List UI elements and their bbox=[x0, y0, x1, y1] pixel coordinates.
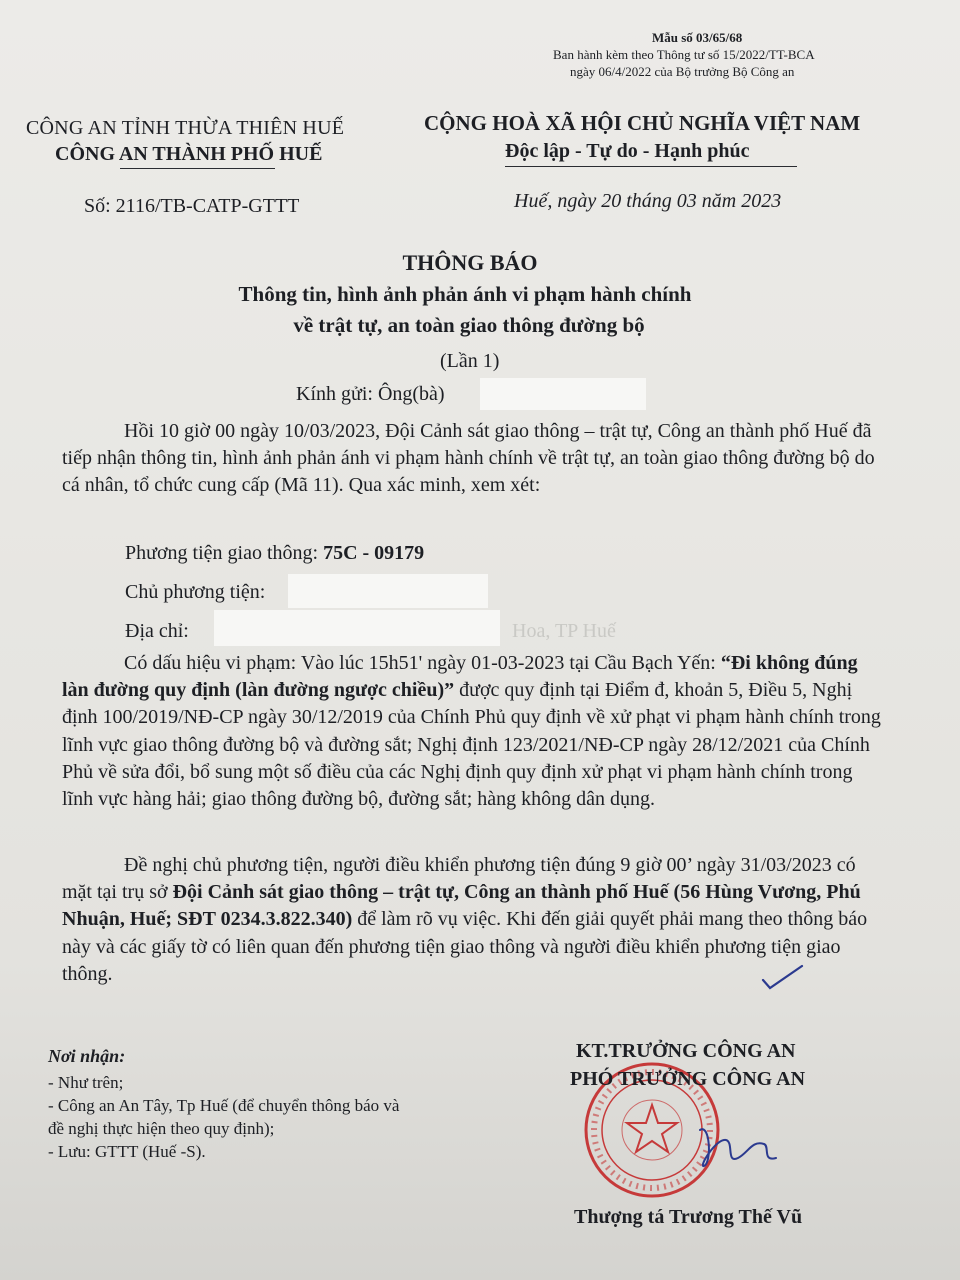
intro-paragraph: Hồi 10 giờ 00 ngày 10/03/2023, Đội Cảnh sát giao thông – trật tự, Công an thành phố Huế đã tiếp nhận thông tin, hình ảnh phản ánh vi phạm hành chính về trật tự, an toàn giao thông đường bộ do cá nhân, tổ chức cung cấp (Mã 11). Qua xác minh, xem xét: bbox=[62, 420, 875, 497]
handwritten-signature-icon bbox=[690, 1118, 780, 1178]
violation-act: “Đi không đúng làn đường quy định (làn đường ngược chiều)” bbox=[62, 652, 858, 702]
address-label: Địa chỉ: bbox=[125, 620, 189, 642]
form-issued-line-1: Ban hành kèm theo Thông tư số 15/2022/TT-BCA bbox=[553, 47, 815, 62]
owner-label: Chủ phương tiện: bbox=[125, 581, 266, 603]
motto-underline bbox=[505, 166, 797, 167]
document-subtitle-2: về trật tự, an toàn giao thông đường bộ bbox=[293, 313, 645, 337]
handwritten-check-icon bbox=[760, 962, 805, 992]
nation-name: CỘNG HOÀ XÃ HỘI CHỦ NGHĨA VIỆT NAM bbox=[424, 111, 861, 135]
agency-parent: CÔNG AN TỈNH THỪA THIÊN HUẾ bbox=[26, 117, 345, 139]
request-lead: Đề nghị chủ phương tiện, người điều khiển phương tiện đúng 9 giờ 00’ ngày 31/03/2023 có mặt tại trụ sở bbox=[62, 854, 856, 904]
redacted-recipient-name bbox=[480, 378, 646, 410]
address-suffix: Hoa, TP Huế bbox=[512, 620, 616, 642]
vehicle-field bbox=[125, 542, 424, 565]
greeting: Kính gửi: Ông(bà) bbox=[296, 383, 445, 405]
document-subtitle-1: Thông tin, hình ảnh phản ánh vi phạm hành chính bbox=[238, 282, 692, 306]
form-number: Mẫu số 03/65/68 bbox=[652, 30, 743, 45]
signature-title-1: KT.TRƯỞNG CÔNG AN bbox=[576, 1040, 796, 1062]
recipients-heading: Nơi nhận: bbox=[48, 1046, 126, 1066]
violation-lead: Có dấu hiệu vi phạm: Vào lúc 15h51' ngày 01-03-2023 tại Cầu Bạch Yến: bbox=[124, 652, 721, 674]
recipient-item: - Lưu: GTTT (Huế -S). bbox=[48, 1142, 206, 1161]
recipient-item: - Công an An Tây, Tp Huế (để chuyển thông báo và bbox=[48, 1096, 400, 1115]
redacted-owner bbox=[288, 574, 488, 608]
place-date: Huế, ngày 20 tháng 03 năm 2023 bbox=[514, 190, 782, 212]
agency-name: CÔNG AN THÀNH PHỐ HUẾ bbox=[55, 143, 323, 165]
recipient-item: đề nghị thực hiện theo quy định); bbox=[48, 1119, 275, 1138]
recipient-item: - Như trên; bbox=[48, 1073, 124, 1092]
request-office: Đội Cảnh sát giao thông – trật tự, Công an thành phố Huế (56 Hùng Vương, Phú Nhuận, Huế; SĐT 0234.3.822.340) bbox=[62, 881, 861, 931]
national-motto: Độc lập - Tự do - Hạnh phúc bbox=[505, 140, 750, 162]
form-issued-line-2: ngày 06/4/2022 của Bộ trưởng Bộ Công an bbox=[570, 64, 795, 79]
violation-legal-basis: được quy định tại Điểm đ, khoản 5, Điều 5, Nghị định 100/2019/NĐ-CP ngày 30/12/2019 của Chính Phủ quy định về xử phạt vi phạm hành chính trong lĩnh vực giao thông đường bộ và đường sắt; Nghị định 123/2021/NĐ-CP ngày 28/12/2021 của Chính Phủ về sửa đổi, bổ sung một số điều của các Nghị định quy định xử phạt vi phạm hành chính trong lĩnh vực hàng hải; giao thông đường bộ, đường sắt; hàng không dân dụng. bbox=[62, 679, 881, 811]
violation-paragraph bbox=[62, 650, 882, 813]
vehicle-label: Phương tiện giao thông: bbox=[125, 542, 324, 564]
request-rest: để làm rõ vụ việc. Khi đến giải quyết phải mang theo thông báo này và các giấy tờ có liên quan đến phương tiện giao thông và người điều khiển phương tiện giao thông. bbox=[62, 908, 868, 985]
document-number: Số: 2116/TB-CATP-GTTT bbox=[84, 195, 300, 217]
signer-name: Thượng tá Trương Thế Vũ bbox=[574, 1206, 803, 1228]
signature-title-2: PHÓ TRƯỞNG CÔNG AN bbox=[570, 1068, 806, 1090]
agency-underline bbox=[120, 168, 275, 169]
document-title: THÔNG BÁO bbox=[402, 250, 538, 275]
redacted-address bbox=[214, 610, 500, 646]
request-paragraph bbox=[62, 852, 882, 988]
notice-round: (Lần 1) bbox=[440, 350, 500, 372]
vehicle-plate: 75C - 09179 bbox=[323, 542, 425, 564]
